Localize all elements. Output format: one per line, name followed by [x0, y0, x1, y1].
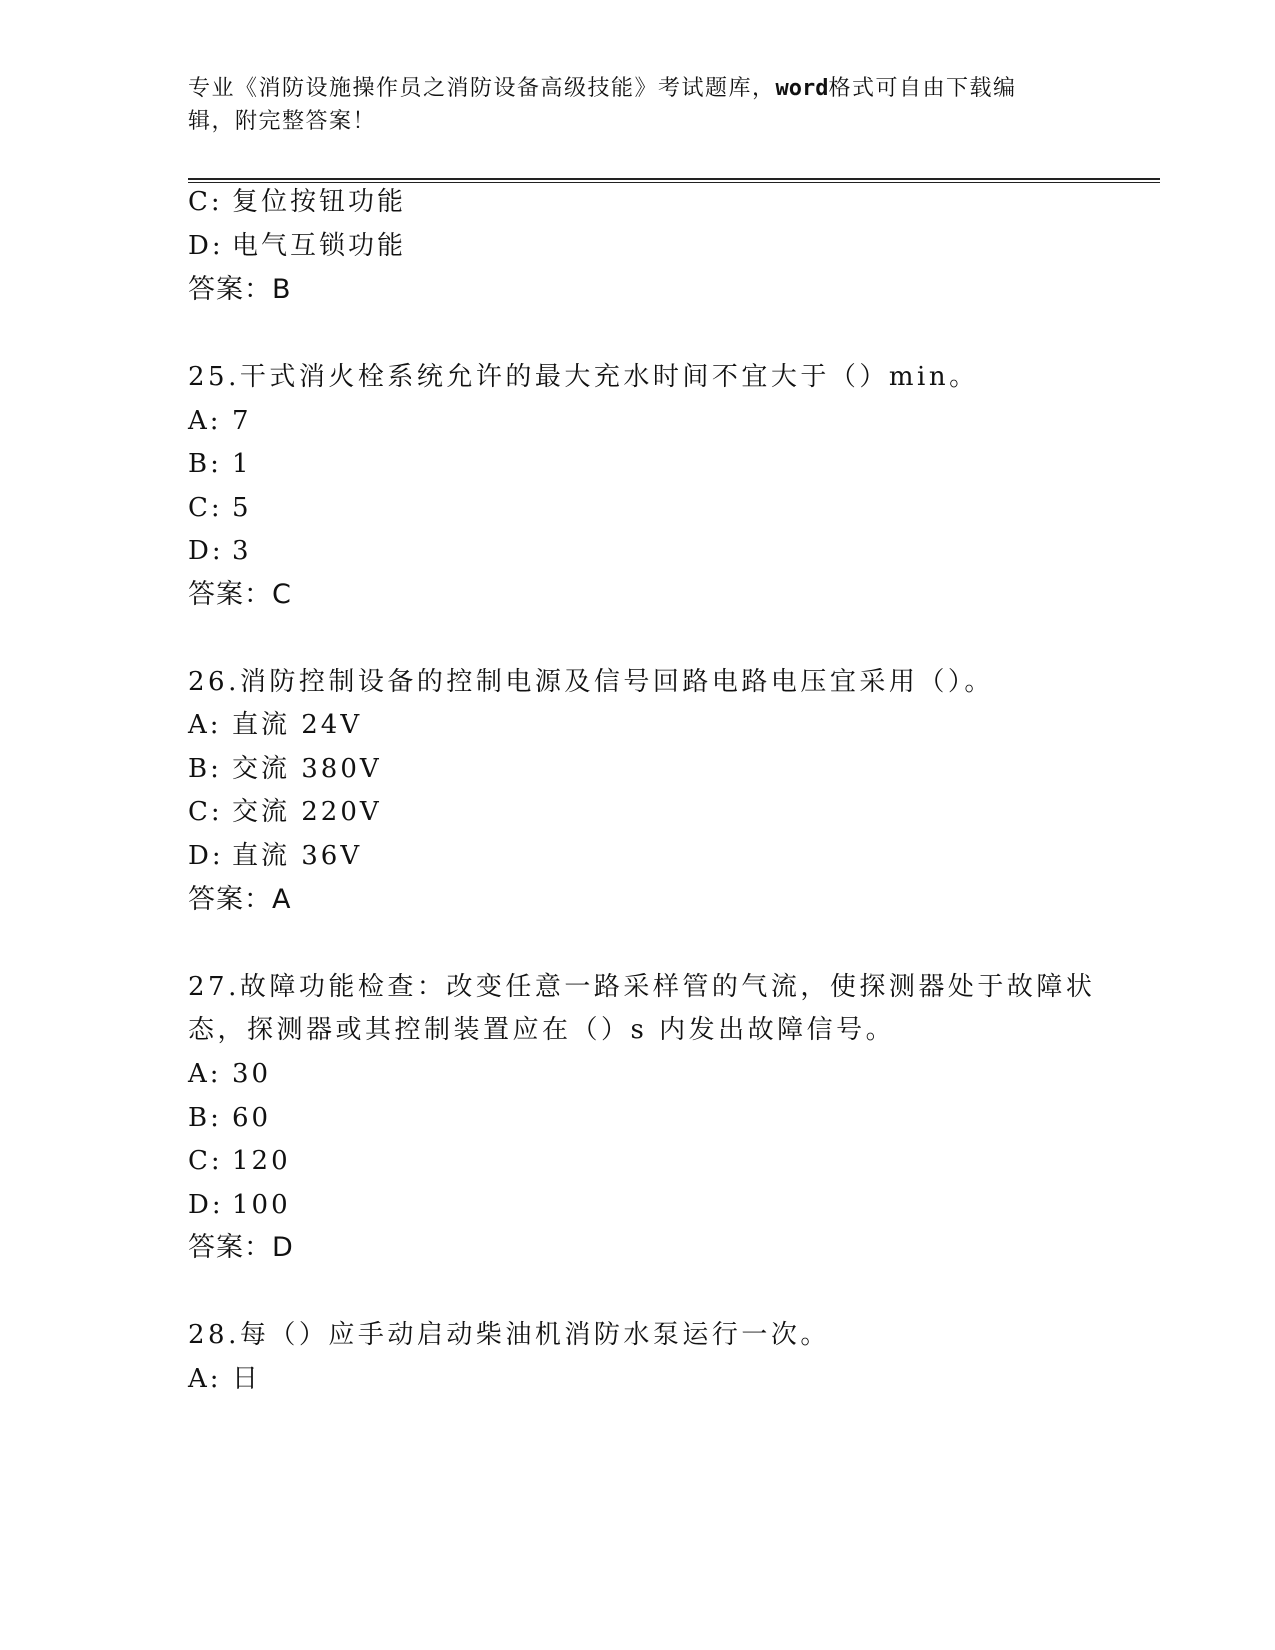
- option-row: [188, 709, 362, 741]
- option-text: 3: [232, 536, 252, 566]
- option-text: 1: [232, 449, 252, 479]
- header-title: 专业《消防设施操作员之消防设备高级技能》考试题库，: [188, 76, 776, 101]
- option-key: B:: [188, 449, 222, 479]
- question-stem: 27.故障功能检查：改变任意一路采样管的气流，使探测器处于故障状: [188, 972, 1096, 1002]
- option-key: C:: [188, 797, 223, 827]
- option-key: D:: [188, 1190, 224, 1220]
- answer-line: 答案：A: [188, 884, 292, 915]
- option-row: [188, 1145, 291, 1177]
- header-format-word: word: [775, 76, 829, 101]
- option-key: B:: [188, 754, 222, 784]
- option-text: 复位按钮功能: [232, 187, 407, 217]
- option-row: [188, 186, 406, 218]
- option-text: 交流 380V: [232, 754, 382, 784]
- option-key: C:: [188, 1146, 223, 1176]
- option-key: A:: [188, 1059, 222, 1089]
- question-stem: 25.干式消火栓系统允许的最大充水时间不宜大于（）min。: [188, 362, 979, 392]
- option-key: B:: [188, 1103, 222, 1133]
- option-text: 5: [232, 493, 252, 523]
- question-stem: 26.消防控制设备的控制电源及信号回路电路电压宜采用（）。: [188, 667, 994, 697]
- option-row: [188, 840, 362, 872]
- option-text: 直流 36V: [232, 841, 363, 871]
- option-row: [188, 1102, 271, 1134]
- option-row: [188, 492, 252, 524]
- option-key: C:: [188, 187, 223, 217]
- option-row: [188, 1058, 271, 1090]
- option-row: [188, 448, 252, 480]
- option-key: A:: [188, 1364, 222, 1394]
- option-key: C:: [188, 493, 223, 523]
- option-row: [188, 1363, 261, 1395]
- option-text: 电气互锁功能: [232, 231, 407, 261]
- option-row: [188, 796, 382, 828]
- option-row: [188, 1189, 291, 1221]
- option-row: [188, 405, 252, 437]
- answer-line: 答案：B: [188, 274, 292, 305]
- option-row: [188, 753, 382, 785]
- option-text: 直流 24V: [232, 710, 363, 740]
- option-text: 120: [232, 1146, 291, 1176]
- question-stem: 28.每（）应手动启动柴油机消防水泵运行一次。: [188, 1320, 830, 1350]
- option-key: D:: [188, 841, 224, 871]
- header-divider-thick: [188, 178, 1160, 180]
- option-text: 60: [232, 1103, 272, 1133]
- option-text: 7: [232, 406, 252, 436]
- option-key: A:: [188, 406, 222, 436]
- option-text: 30: [232, 1059, 272, 1089]
- option-text: 日: [232, 1364, 262, 1394]
- option-key: D:: [188, 536, 224, 566]
- question-stem-cont: 态，探测器或其控制装置应在（）s 内发出故障信号。: [188, 1015, 896, 1045]
- document-header: [188, 72, 1068, 138]
- answer-line: 答案：C: [188, 579, 292, 610]
- option-row: [188, 230, 406, 262]
- header-title-line2: 辑，附完整答案！: [188, 109, 377, 134]
- option-row: [188, 535, 252, 567]
- header-title-cont: 格式可自由下载编: [828, 76, 1017, 101]
- option-text: 交流 220V: [232, 797, 382, 827]
- option-key: A:: [188, 710, 222, 740]
- option-key: D:: [188, 231, 224, 261]
- header-divider-thin: [188, 182, 1160, 183]
- option-text: 100: [232, 1190, 291, 1220]
- answer-line: 答案：D: [188, 1232, 294, 1263]
